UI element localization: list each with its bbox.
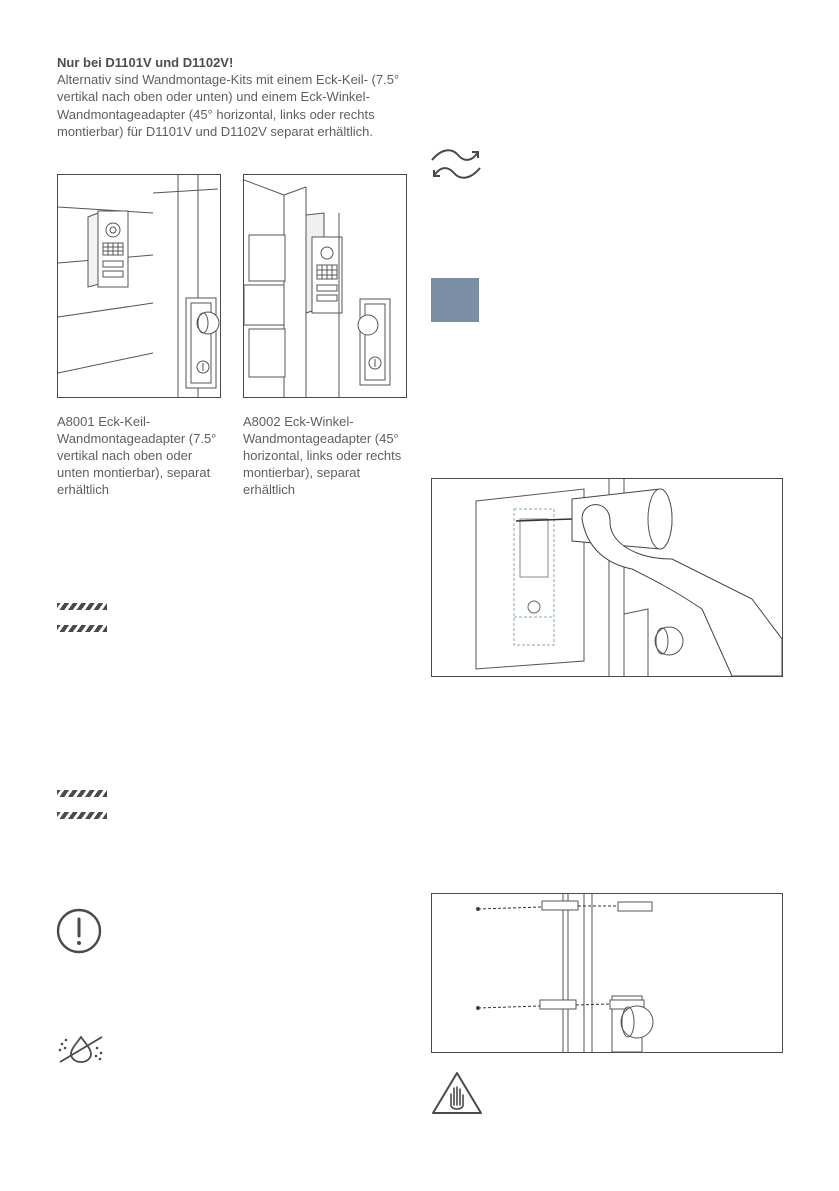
caption-a8002: A8002 Eck-Winkel-Wandmontageadapter (45° horizontal, links oder rechts montierbar), separat erhältlich: [243, 414, 402, 497]
a8001-illustration: [58, 175, 220, 397]
accent-block: [431, 278, 479, 322]
hatch-marker: [57, 625, 107, 632]
hatch-marker: [57, 790, 107, 797]
figure-dowels: [431, 893, 783, 1053]
a8002-illustration: [244, 175, 406, 397]
no-moisture-icon: [56, 1034, 106, 1064]
hand-warning-icon: [430, 1070, 484, 1116]
intro-text: Alternativ sind Wandmontage-Kits mit einem Eck-Keil- (7.5° vertikal nach oben oder unten) und einem Eck-Winkel-Wandmontageadapter (45° horizontal, links oder rechts montierbar) für D1101V und D1102V separat erhältlich.: [57, 72, 400, 139]
drilling-illustration: [432, 479, 782, 676]
warning-exclamation-icon: [54, 906, 104, 956]
hatch-marker: [57, 603, 107, 610]
intro-block: [57, 54, 407, 140]
wave-arrows-icon: [428, 146, 484, 182]
figure-drilling: [431, 478, 783, 677]
hatch-marker: [57, 812, 107, 819]
figure-a8002: [243, 174, 407, 398]
intro-heading: Nur bei D1101V und D1102V!: [57, 55, 234, 70]
dowels-illustration: [432, 894, 782, 1052]
figure-a8001: [57, 174, 221, 398]
caption-a8001: A8001 Eck-Keil-Wandmontageadapter (7.5° vertikal nach oben oder unten montierbar), separat erhältlich: [57, 414, 217, 497]
